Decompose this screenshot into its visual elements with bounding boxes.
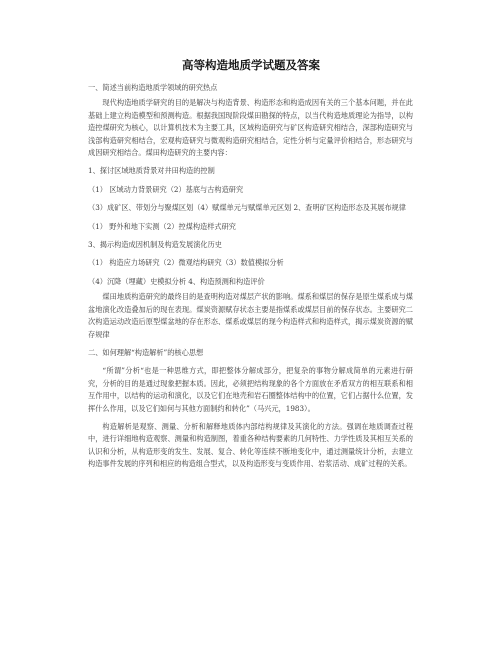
body-paragraph: 煤田地质构造研究的最终目的是查明构造对煤层产状的影响。煤系和煤层的保存是原生煤系成与煤盆地演化改造叠加后的现在表现。煤炭资源赋存状态主要是指煤系或煤层目前的保存状态。主要研究二次构造运动改造后原型煤盆地的存在形态、煤系或煤层的现今构造样式和构造样式，揭示煤炭资源的赋存规律 <box>88 292 413 339</box>
list-item: （3）成矿区、带划分与聚煤区划（4）赋煤单元与赋煤单元区划 2、查明矿区构造形态及其展布规律 <box>88 203 406 213</box>
list-item: （1） 构造应力场研究（2）微观结构研究（3）数值模拟分析 <box>88 258 284 268</box>
list-item: （4）沉降（埋藏）史模拟分析 4、构造预测和构造评价 <box>88 276 265 286</box>
section-heading-1: 一、简述当前构造地质学领域的研究热点 <box>88 83 218 92</box>
list-heading: 1、探讨区域地质背景对井田构造的控制 <box>88 166 215 176</box>
list-item: （1） 区域动力背景研究（2）基底与古构造研究 <box>88 184 244 194</box>
list-item: （1） 野外和地下实测（2）控煤构造样式研究 <box>88 221 236 231</box>
section-heading-2: 二、如何理解“构造解析”的核心思想 <box>88 347 204 357</box>
body-paragraph: 构造解析是观察、测量、分析和解释地质体内部结构规律及其演化的方法。强调在地质调查过程中，进行详细地构造观察、测量和构造制图，着重各种结构要素的几何特性、力学性质及其相互关系的认识和分析，从构造形变的发生、发展、复合、转化等连续不断地变化中，通过测量统计分析，去建立构造事件发展的序列和相应的构造组合型式，以及构造形变与变质作用、岩浆活动、成矿过程的关系。 <box>88 421 413 469</box>
list-heading: 3、揭示构造成因机制及构造发展演化历史 <box>88 240 222 250</box>
document-title: 高等构造地质学试题及答案 <box>182 58 320 72</box>
body-paragraph: 现代构造地质学研究的目的是解决与构造背景、构造形态和构造成因有关的三个基本问题，并在此基础上建立构造模型和预测构造。根据我国现阶段煤田勘探的特点，以当代构造地质理论为指导，以构造控煤研究为核心，以计算机技术为主要工具，区域构造研究与矿区构造研究相结合，深部构造研究与浅部构造研究相结合，宏观构造研究与微观构造研究相结合，定性分析与定量评价相结合，形态研究与成因研究相结合。煤田构造研究的主要内容： <box>88 98 413 158</box>
body-paragraph: “所谓”分析“也是一种思维方式，即把整体分解成部分，把复杂的事物分解成简单的元素进行研究，分析的目的是通过现象把握本质。因此，必须把结构现象的各个方面放在矛盾双方的相互联系和相互作用中，以结构的运动和演化，以及它们在地壳和岩石圈整体结构中的位置，它们占据什么位置，发挥什么作用，以及它们如何与其他方面制约和转化”（马兴元，1983）。 <box>88 366 413 413</box>
document-body <box>88 82 413 471</box>
